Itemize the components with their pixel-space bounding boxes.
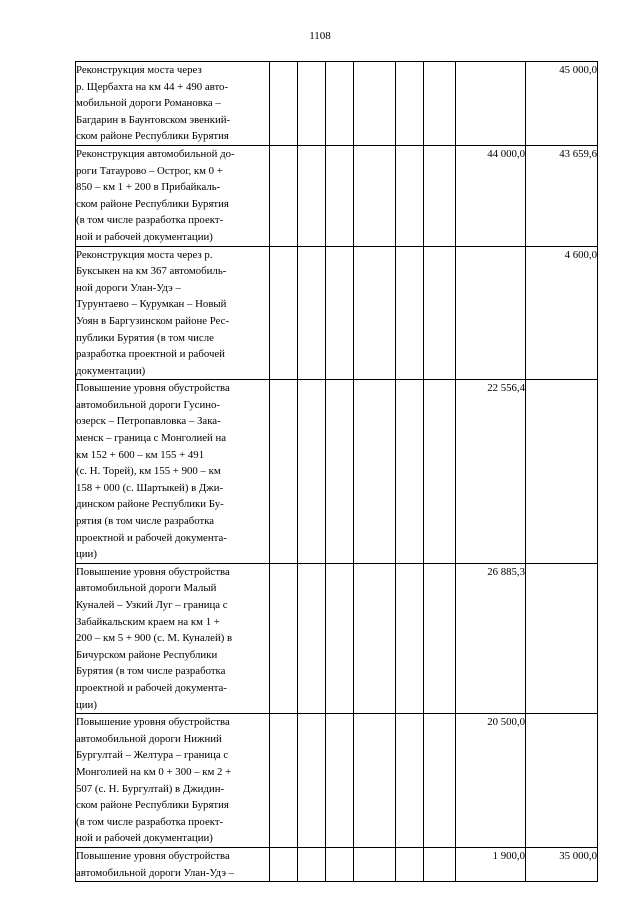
row-description-cell: Повышение уровня обустройства автомобильной дороги Малый Куналей – Узкий Луг – граница с Забайкальским краем на км 1 + 200 – км 5 + 900 (с. М. Куналей) в Бичурском районе Республики Бурятия (в том числе разработка проектной и рабочей документа- ции)	[76, 563, 270, 713]
amount-cell	[526, 380, 598, 564]
empty-cell	[424, 246, 456, 380]
empty-cell	[396, 714, 424, 848]
empty-cell	[396, 563, 424, 713]
amount-cell: 20 500,0	[456, 714, 526, 848]
empty-cell	[424, 62, 456, 146]
empty-cell	[298, 714, 326, 848]
table-row	[76, 714, 598, 848]
amount-cell: 45 000,0	[526, 62, 598, 146]
empty-cell	[270, 714, 298, 848]
empty-cell	[270, 380, 298, 564]
budget-table	[75, 61, 598, 882]
empty-cell	[354, 62, 396, 146]
amount-cell	[526, 563, 598, 713]
empty-cell	[270, 563, 298, 713]
amount-cell	[526, 714, 598, 848]
row-description-cell: Реконструкция автомобильной до- роги Татаурово – Острог, км 0 + 850 – км 1 + 200 в Прибайкаль- ском районе Республики Бурятия (в том числе разработка проект- ной и рабочей документации)	[76, 145, 270, 246]
empty-cell	[326, 246, 354, 380]
row-description-cell: Реконструкция моста через р. Щербахта на км 44 + 490 авто- мобильной дороги Романовка – Багдарин в Баунтовском эвенкий- ском районе Республики Бурятия	[76, 62, 270, 146]
empty-cell	[396, 380, 424, 564]
amount-cell: 22 556,4	[456, 380, 526, 564]
empty-cell	[326, 62, 354, 146]
empty-cell	[298, 246, 326, 380]
empty-cell	[424, 145, 456, 246]
empty-cell	[326, 145, 354, 246]
empty-cell	[424, 847, 456, 881]
amount-cell	[456, 62, 526, 146]
empty-cell	[270, 62, 298, 146]
empty-cell	[424, 380, 456, 564]
amount-cell: 26 885,3	[456, 563, 526, 713]
empty-cell	[424, 563, 456, 713]
row-description-cell: Повышение уровня обустройства автомобильной дороги Улан-Удэ –	[76, 847, 270, 881]
empty-cell	[396, 145, 424, 246]
empty-cell	[396, 847, 424, 881]
table-row	[76, 847, 598, 881]
empty-cell	[354, 563, 396, 713]
empty-cell	[326, 563, 354, 713]
page-number: 1108	[309, 30, 331, 42]
empty-cell	[396, 246, 424, 380]
empty-cell	[396, 62, 424, 146]
empty-cell	[270, 847, 298, 881]
empty-cell	[298, 62, 326, 146]
amount-cell: 43 659,6	[526, 145, 598, 246]
empty-cell	[298, 380, 326, 564]
table-row	[76, 145, 598, 246]
empty-cell	[354, 714, 396, 848]
amount-cell: 1 900,0	[456, 847, 526, 881]
empty-cell	[354, 380, 396, 564]
table-row	[76, 563, 598, 713]
table-row	[76, 246, 598, 380]
amount-cell: 4 600,0	[526, 246, 598, 380]
empty-cell	[326, 714, 354, 848]
empty-cell	[270, 246, 298, 380]
amount-cell	[456, 246, 526, 380]
empty-cell	[354, 246, 396, 380]
empty-cell	[298, 847, 326, 881]
table-row	[76, 62, 598, 146]
empty-cell	[354, 847, 396, 881]
amount-cell: 35 000,0	[526, 847, 598, 881]
empty-cell	[270, 145, 298, 246]
empty-cell	[424, 714, 456, 848]
amount-cell: 44 000,0	[456, 145, 526, 246]
empty-cell	[326, 380, 354, 564]
empty-cell	[298, 145, 326, 246]
table-row	[76, 380, 598, 564]
empty-cell	[298, 563, 326, 713]
row-description-cell: Реконструкция моста через р. Буксыкен на км 367 автомобиль- ной дороги Улан-Удэ – Турунтаево – Курумкан – Новый Уоян в Баргузинском районе Рес- публики Бурятия (в том числе разработка проектной и рабочей документации)	[76, 246, 270, 380]
row-description-cell: Повышение уровня обустройства автомобильной дороги Гусино- озерск – Петропавловка – Зака- менск – граница с Монголией на км 152 + 600 – км 155 + 491 (с. Н. Торей), км 155 + 900 – км 158 + 000 (с. Шартыкей) в Джи- динском районе Республики Бу- рятия (в том числе разработка проектной и рабочей документа- ции)	[76, 380, 270, 564]
row-description-cell: Повышение уровня обустройства автомобильной дороги Нижний Бургултай – Желтура – граница с Монголией на км 0 + 300 – км 2 + 507 (с. Н. Бургултай) в Джидин- ском районе Республики Бурятия (в том числе разработка проект- ной и рабочей документации)	[76, 714, 270, 848]
empty-cell	[354, 145, 396, 246]
empty-cell	[326, 847, 354, 881]
